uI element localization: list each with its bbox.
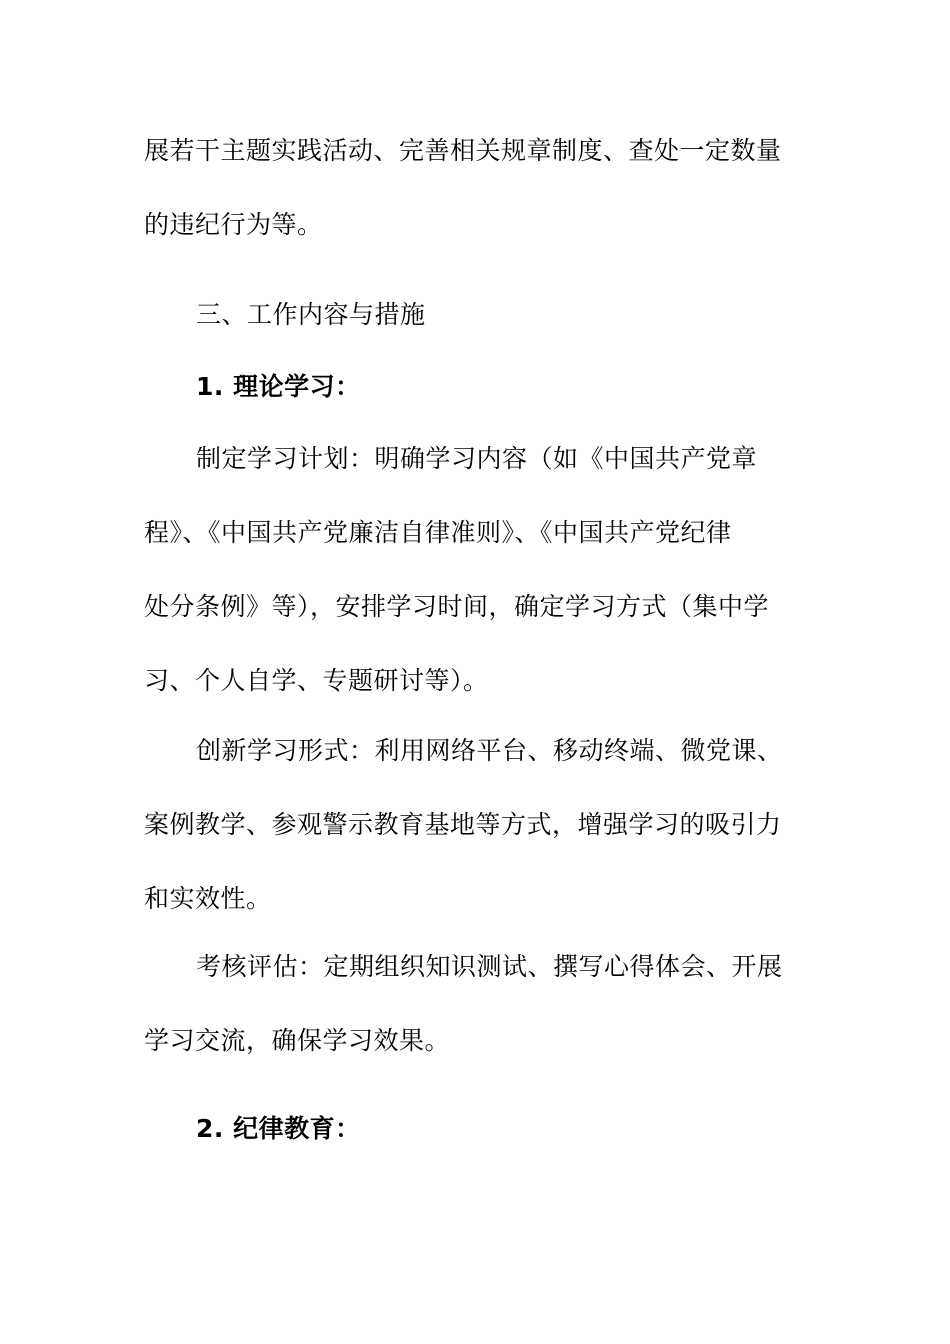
subsection-heading: 2. 纪律教育：: [196, 1114, 361, 1143]
paragraph-line: 习、个人自学、专题研讨等）。: [144, 666, 489, 695]
section-heading: 三、工作内容与措施: [196, 300, 426, 329]
paragraph-line: 和实效性。: [144, 884, 272, 913]
paragraph-line: 制定学习计划：明确学习内容（如《中国共产党章: [196, 444, 758, 473]
paragraph-line: 处分条例》等），安排学习时间，确定学习方式（集中学: [144, 592, 770, 621]
paragraph-line: 创新学习形式：利用网络平台、移动终端、微党课、: [196, 736, 783, 765]
paragraph-line: 案例教学、参观警示教育基地等方式，增强学习的吸引力: [144, 810, 782, 839]
paragraph-line: 学习交流，确保学习效果。: [144, 1026, 451, 1055]
paragraph-line: 展若干主题实践活动、完善相关规章制度、查处一定数量: [144, 136, 782, 165]
paragraph-line: 的违纪行为等。: [144, 210, 323, 239]
paragraph-line: 考核评估：定期组织知识测试、撰写心得体会、开展: [196, 952, 783, 981]
paragraph-line: 程》、《中国共产党廉洁自律准则》、《中国共产党纪律: [144, 518, 732, 547]
subsection-heading: 1. 理论学习：: [196, 372, 361, 401]
